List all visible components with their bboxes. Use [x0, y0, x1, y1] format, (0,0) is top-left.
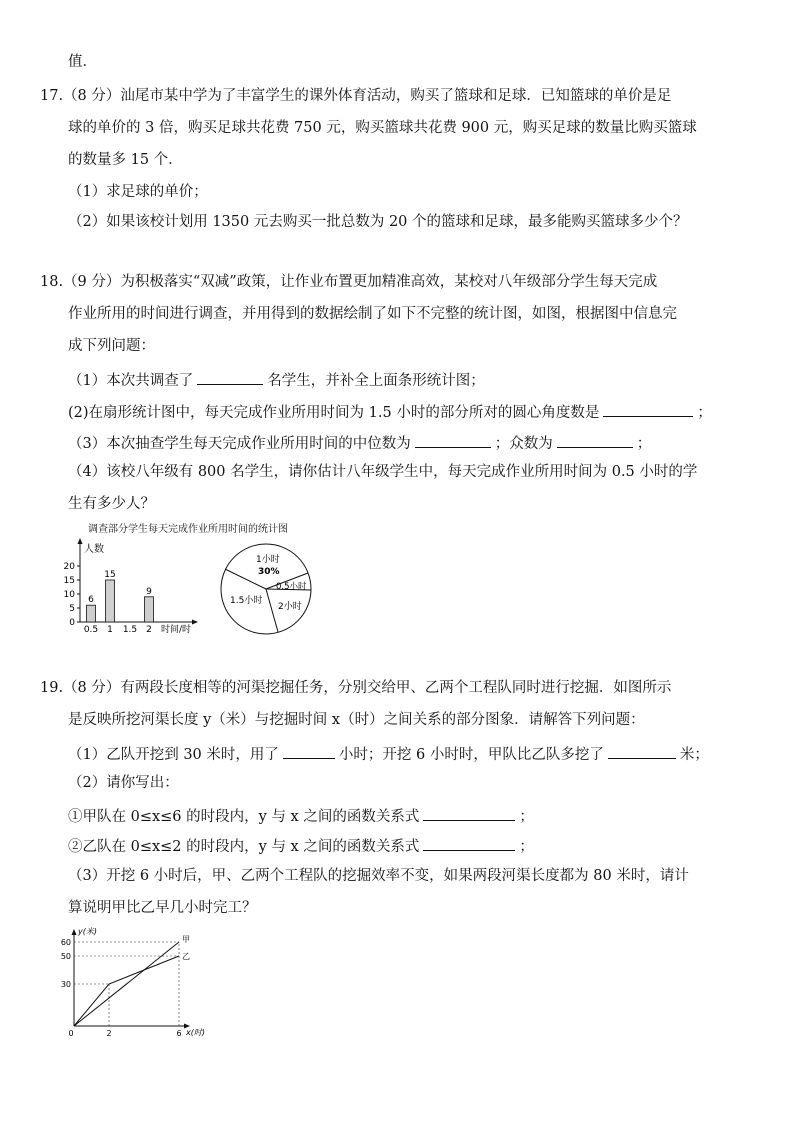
bar-chart-y-arrow	[78, 538, 83, 544]
bar-chart-x-arrow	[192, 620, 198, 625]
q19-part1-text-a: （1）乙队开挖到 30 米时，用了	[68, 747, 279, 763]
q18-part2-text-b: ；	[697, 405, 712, 421]
q19-sub2	[68, 834, 754, 857]
pie-label-1h-percent: 30%	[258, 567, 280, 577]
bar-chart-ylabel: 人数	[84, 544, 104, 555]
bar-chart-xlabel: 时间/时	[161, 625, 192, 635]
bar-0.5	[87, 605, 96, 622]
pie-label-0.5h: 0.5小时	[276, 582, 307, 592]
bar-value-label: 9	[146, 586, 152, 597]
q18-answer-blank-3[interactable]	[415, 431, 491, 448]
bar-chart-ytick-label: 5	[69, 604, 75, 614]
bar-value-label: 6	[88, 595, 94, 606]
q19-part3-line2: 算说明甲比乙早几小时完工？	[68, 900, 257, 916]
q18-part3-text-b: ；众数为	[494, 436, 553, 452]
bar-chart-xtick-label: 2	[146, 625, 152, 635]
q17-part1: （1）求足球的单价；	[68, 184, 208, 200]
q19-part1-text-b: 小时；开挖 6 小时时，甲队比乙队多挖了	[338, 747, 604, 763]
q19-part2: （2）请你写出：	[68, 775, 179, 791]
q19-sub1-text-a: ①甲队在 0≤x≤6 的时段内，y 与 x 之间的函数关系式	[68, 809, 420, 825]
q19-part3-line1: （3）开挖 6 小时后，甲、乙两个工程队的挖掘效率不变，如果两段河渠长度都为 80 米时，请计	[68, 868, 689, 884]
bar-2	[145, 597, 154, 622]
q19-sub1	[68, 804, 754, 827]
q19-answer-blank-3[interactable]	[423, 804, 515, 821]
q18-answer-blank-2[interactable]	[603, 400, 693, 417]
series-line-甲	[74, 942, 179, 1026]
q18-part2	[68, 400, 754, 423]
bar-chart	[58, 536, 208, 642]
bar-chart-ytick-label: 0	[69, 618, 75, 628]
q19-answer-blank-1[interactable]	[283, 742, 335, 759]
q18-part4-line1: （4）该校八年级有 800 名学生，请你估计八年级学生中，每天完成作业所用时间为 0.5 小时的学	[68, 464, 698, 480]
line-graph-ytick-label: 30	[60, 980, 71, 989]
pie-label-1h: 1小时	[256, 555, 280, 565]
bar-chart-xtick-label: 1	[107, 625, 113, 635]
line-graph	[58, 926, 218, 1044]
q17-part2: （2）如果该校计划用 1350 元去购买一批总数为 20 个的篮球和足球，最多能购买篮球多少个？	[68, 214, 688, 230]
bar-chart-ytick-label: 10	[63, 590, 75, 600]
bar-chart-xtick-label: 0.5	[83, 625, 99, 635]
line-graph-ylabel: y(米)	[78, 927, 97, 936]
q17-line3: 的数量多 15 个．	[68, 152, 183, 168]
q18-line3: 成下列问题：	[68, 338, 155, 354]
bar-chart-ytick-label: 20	[63, 562, 75, 572]
line-graph-xtick-label: 6	[176, 1029, 182, 1038]
line-graph-y-arrow	[72, 929, 77, 935]
q18-line1: 18.（9 分）为积极落实“双减”政策，让作业布置更加精准高效，某校对八年级部分学生每天完成	[40, 274, 658, 290]
line-graph-xlabel: x(时)	[186, 1028, 205, 1037]
q18-part4-line2: 生有多少人？	[68, 496, 155, 512]
bar-1	[106, 580, 115, 622]
line-graph-ytick-label: 60	[60, 938, 71, 947]
bar-value-label: 15	[104, 570, 116, 580]
q19-line2: 是反映所挖河渠长度 y（米）与挖掘时间 x（时）之间关系的部分图象．请解答下列问题：	[68, 712, 645, 728]
q18-answer-blank-4[interactable]	[557, 431, 633, 448]
line-graph-xtick-label: 2	[106, 1029, 112, 1038]
q19-sub2-text-b: ；	[519, 839, 534, 855]
q17-line2: 球的单价的 3 倍，购买足球共花费 750 元，购买篮球共花费 900 元，购买足球的数量比购买篮球	[68, 120, 697, 136]
pie-label-2h: 2小时	[278, 602, 302, 612]
series-line-乙	[74, 956, 179, 1026]
q18-part1-text-b: 名学生，并补全上面条形统计图；	[267, 373, 485, 389]
q19-part1-text-c: 米；	[679, 747, 709, 763]
top-line: 值．	[68, 54, 97, 70]
q19-part1	[68, 742, 754, 765]
q18-figure-title: 调查部分学生每天完成作业所用时间的统计图	[88, 524, 288, 535]
pie-label-1.5h: 1.5小时	[230, 596, 263, 606]
q19-answer-blank-2[interactable]	[608, 742, 676, 759]
q18-part3-text-c: ；	[636, 436, 652, 452]
line-graph-ytick-label: 50	[60, 952, 71, 961]
q19-line1: 19.（8 分）有两段长度相等的河渠挖掘任务，分别交给甲、乙两个工程队同时进行挖掘．如图所示	[40, 680, 672, 696]
series-label-甲: 甲	[182, 935, 190, 944]
q18-answer-blank-1[interactable]	[197, 368, 263, 385]
q19-answer-blank-4[interactable]	[423, 834, 515, 851]
q18-part2-text-a: (2)在扇形统计图中，每天完成作业所用时间为 1.5 小时的部分所对的圆心角度数是	[68, 405, 600, 421]
q18-part1	[68, 368, 754, 391]
bar-chart-ytick-label: 15	[63, 576, 75, 586]
q19-sub2-text-a: ②乙队在 0≤x≤2 的时段内，y 与 x 之间的函数关系式	[68, 839, 420, 855]
q18-part3	[68, 431, 754, 454]
q18-part3-text-a: （3）本次抽查学生每天完成作业所用时间的中位数为	[68, 436, 411, 452]
q19-sub1-text-b: ；	[519, 809, 534, 825]
q17-line1: 17.（8 分）汕尾市某中学为了丰富学生的课外体育活动，购买了篮球和足球．已知篮球的单价是足	[40, 88, 672, 104]
series-label-乙: 乙	[182, 952, 190, 961]
pie-chart	[218, 540, 318, 640]
q18-part1-text-a: （1）本次共调查了	[68, 373, 194, 389]
bar-chart-xtick-label: 1.5	[122, 625, 138, 635]
q18-line2: 作业所用的时间进行调查，并用得到的数据绘制了如下不完整的统计图，如图，根据图中信息完	[68, 306, 677, 322]
line-graph-xtick-label: 0	[68, 1029, 74, 1038]
